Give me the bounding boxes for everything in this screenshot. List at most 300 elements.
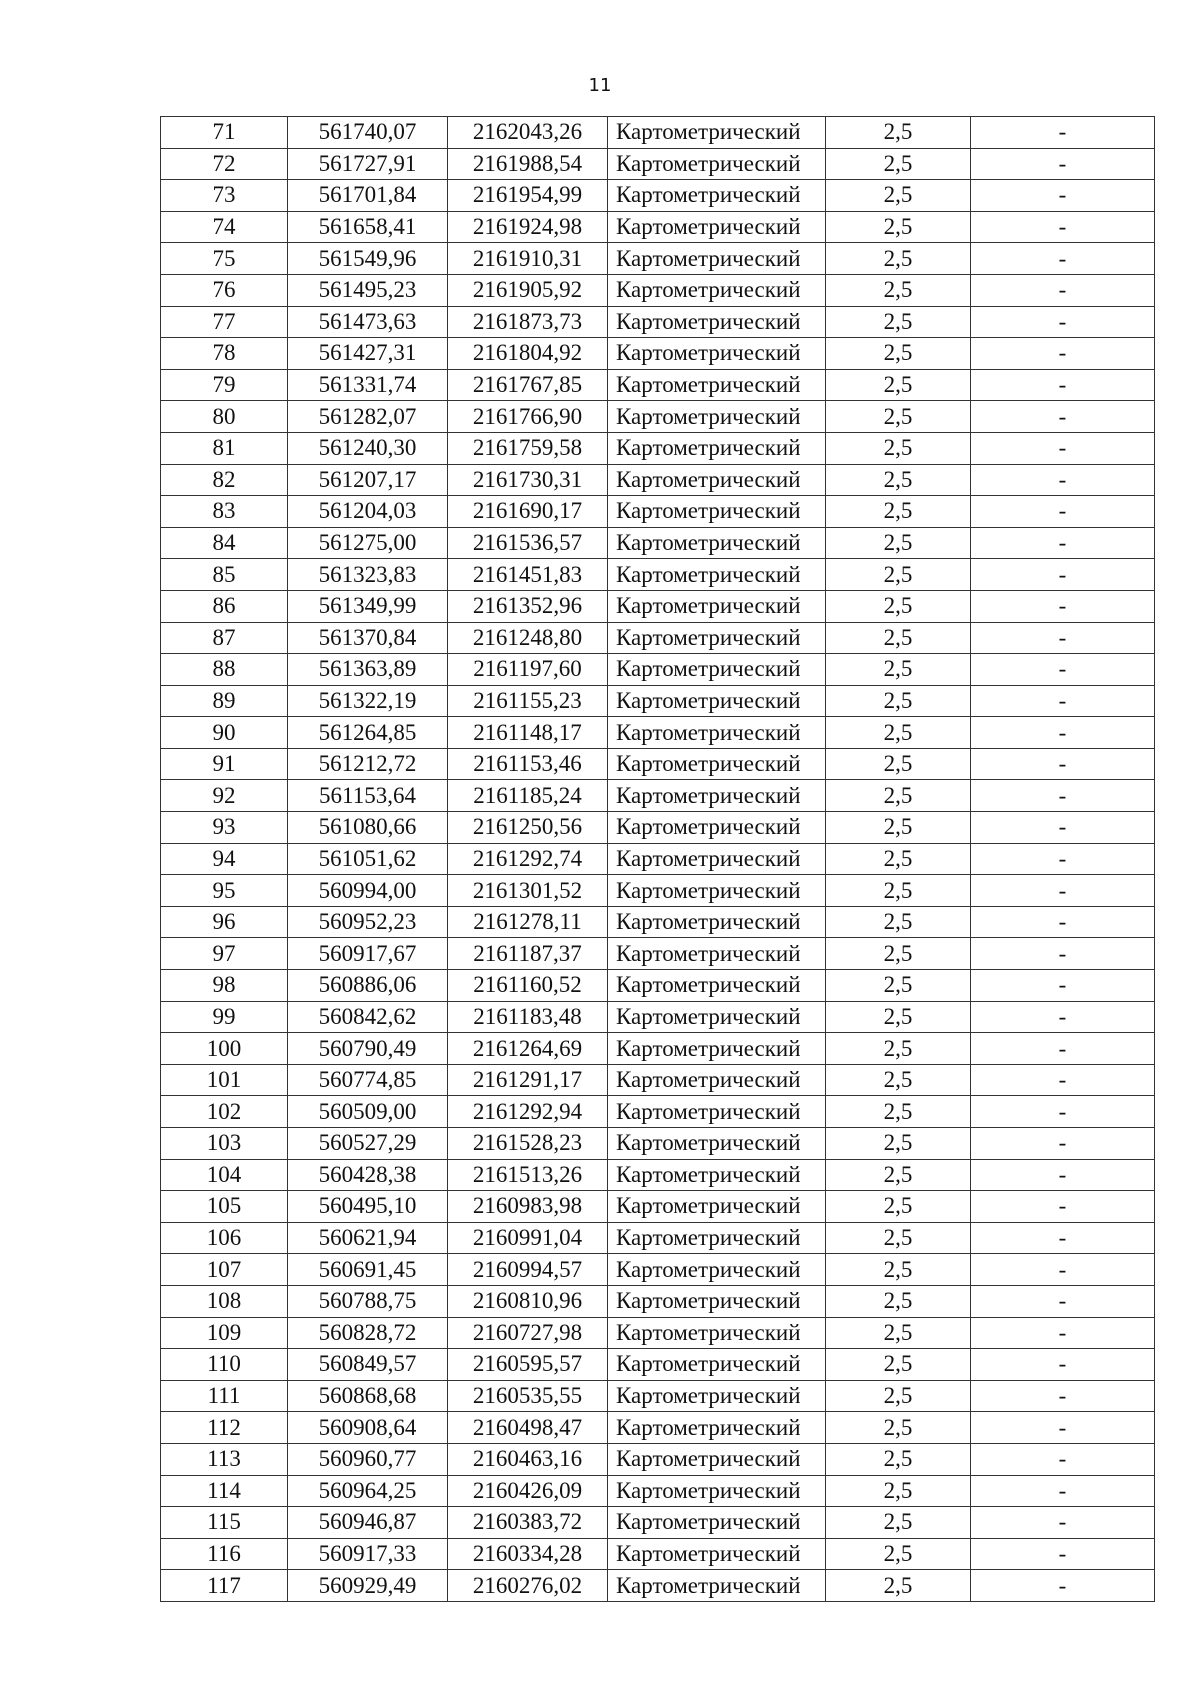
- y-coordinate-cell: 2161690,17: [448, 496, 608, 528]
- x-coordinate-cell: 560868,68: [288, 1380, 448, 1412]
- point-number-cell: 88: [161, 654, 288, 686]
- method-cell: Картометрический: [608, 1538, 826, 1570]
- table-row: [161, 1033, 1155, 1065]
- description-cell: -: [971, 1443, 1155, 1475]
- x-coordinate-cell: 561740,07: [288, 117, 448, 149]
- table-row: [161, 559, 1155, 591]
- y-coordinate-cell: 2161905,92: [448, 274, 608, 306]
- accuracy-cell: 2,5: [826, 1001, 971, 1033]
- point-number-cell: 83: [161, 496, 288, 528]
- description-cell: -: [971, 780, 1155, 812]
- method-cell: Картометрический: [608, 938, 826, 970]
- method-cell: Картометрический: [608, 906, 826, 938]
- accuracy-cell: 2,5: [826, 306, 971, 338]
- point-number-cell: 113: [161, 1443, 288, 1475]
- table-row: [161, 1443, 1155, 1475]
- description-cell: -: [971, 527, 1155, 559]
- method-cell: Картометрический: [608, 1159, 826, 1191]
- description-cell: -: [971, 211, 1155, 243]
- y-coordinate-cell: 2161766,90: [448, 401, 608, 433]
- description-cell: -: [971, 1159, 1155, 1191]
- x-coordinate-cell: 561051,62: [288, 843, 448, 875]
- accuracy-cell: 2,5: [826, 1064, 971, 1096]
- method-cell: Картометрический: [608, 1443, 826, 1475]
- description-cell: -: [971, 1128, 1155, 1160]
- y-coordinate-cell: 2160810,96: [448, 1285, 608, 1317]
- table-row: [161, 590, 1155, 622]
- x-coordinate-cell: 561495,23: [288, 274, 448, 306]
- y-coordinate-cell: 2161873,73: [448, 306, 608, 338]
- point-number-cell: 74: [161, 211, 288, 243]
- point-number-cell: 71: [161, 117, 288, 149]
- description-cell: -: [971, 906, 1155, 938]
- accuracy-cell: 2,5: [826, 970, 971, 1002]
- x-coordinate-cell: 561549,96: [288, 243, 448, 275]
- accuracy-cell: 2,5: [826, 1412, 971, 1444]
- point-number-cell: 76: [161, 274, 288, 306]
- y-coordinate-cell: 2160994,57: [448, 1254, 608, 1286]
- description-cell: -: [971, 274, 1155, 306]
- point-number-cell: 111: [161, 1380, 288, 1412]
- x-coordinate-cell: 560828,72: [288, 1317, 448, 1349]
- method-cell: Картометрический: [608, 1001, 826, 1033]
- y-coordinate-cell: 2160334,28: [448, 1538, 608, 1570]
- accuracy-cell: 2,5: [826, 1443, 971, 1475]
- method-cell: Картометрический: [608, 148, 826, 180]
- description-cell: -: [971, 938, 1155, 970]
- table-row: [161, 1380, 1155, 1412]
- y-coordinate-cell: 2161155,23: [448, 685, 608, 717]
- point-number-cell: 75: [161, 243, 288, 275]
- x-coordinate-cell: 560946,87: [288, 1507, 448, 1539]
- method-cell: Картометрический: [608, 1254, 826, 1286]
- accuracy-cell: 2,5: [826, 243, 971, 275]
- point-number-cell: 73: [161, 180, 288, 212]
- x-coordinate-cell: 560960,77: [288, 1443, 448, 1475]
- method-cell: Картометрический: [608, 496, 826, 528]
- accuracy-cell: 2,5: [826, 622, 971, 654]
- point-number-cell: 89: [161, 685, 288, 717]
- description-cell: -: [971, 1254, 1155, 1286]
- table-row: [161, 527, 1155, 559]
- point-number-cell: 115: [161, 1507, 288, 1539]
- y-coordinate-cell: 2161730,31: [448, 464, 608, 496]
- point-number-cell: 110: [161, 1349, 288, 1381]
- y-coordinate-cell: 2162043,26: [448, 117, 608, 149]
- accuracy-cell: 2,5: [826, 1222, 971, 1254]
- accuracy-cell: 2,5: [826, 369, 971, 401]
- point-number-cell: 84: [161, 527, 288, 559]
- x-coordinate-cell: 560917,33: [288, 1538, 448, 1570]
- table-row: [161, 180, 1155, 212]
- method-cell: Картометрический: [608, 243, 826, 275]
- y-coordinate-cell: 2160595,57: [448, 1349, 608, 1381]
- x-coordinate-cell: 561240,30: [288, 432, 448, 464]
- y-coordinate-cell: 2161451,83: [448, 559, 608, 591]
- table-row: [161, 1096, 1155, 1128]
- accuracy-cell: 2,5: [826, 1285, 971, 1317]
- description-cell: -: [971, 369, 1155, 401]
- table-row: [161, 1317, 1155, 1349]
- point-number-cell: 106: [161, 1222, 288, 1254]
- description-cell: -: [971, 180, 1155, 212]
- table-row: [161, 748, 1155, 780]
- table-row: [161, 622, 1155, 654]
- accuracy-cell: 2,5: [826, 1191, 971, 1223]
- y-coordinate-cell: 2161292,94: [448, 1096, 608, 1128]
- x-coordinate-cell: 560842,62: [288, 1001, 448, 1033]
- table-row: [161, 274, 1155, 306]
- table-row: [161, 496, 1155, 528]
- table-row: [161, 1349, 1155, 1381]
- x-coordinate-cell: 560509,00: [288, 1096, 448, 1128]
- description-cell: -: [971, 717, 1155, 749]
- description-cell: -: [971, 1349, 1155, 1381]
- point-number-cell: 104: [161, 1159, 288, 1191]
- coordinates-table: [160, 116, 1155, 1602]
- table-row: [161, 211, 1155, 243]
- description-cell: -: [971, 1285, 1155, 1317]
- y-coordinate-cell: 2161767,85: [448, 369, 608, 401]
- point-number-cell: 116: [161, 1538, 288, 1570]
- accuracy-cell: 2,5: [826, 338, 971, 370]
- point-number-cell: 105: [161, 1191, 288, 1223]
- accuracy-cell: 2,5: [826, 1570, 971, 1602]
- y-coordinate-cell: 2160426,09: [448, 1475, 608, 1507]
- y-coordinate-cell: 2161250,56: [448, 812, 608, 844]
- accuracy-cell: 2,5: [826, 1254, 971, 1286]
- y-coordinate-cell: 2161292,74: [448, 843, 608, 875]
- table-row: [161, 875, 1155, 907]
- method-cell: Картометрический: [608, 780, 826, 812]
- x-coordinate-cell: 561473,63: [288, 306, 448, 338]
- y-coordinate-cell: 2161910,31: [448, 243, 608, 275]
- y-coordinate-cell: 2161183,48: [448, 1001, 608, 1033]
- point-number-cell: 85: [161, 559, 288, 591]
- description-cell: -: [971, 1570, 1155, 1602]
- point-number-cell: 96: [161, 906, 288, 938]
- method-cell: Картометрический: [608, 464, 826, 496]
- x-coordinate-cell: 560691,45: [288, 1254, 448, 1286]
- point-number-cell: 93: [161, 812, 288, 844]
- accuracy-cell: 2,5: [826, 1380, 971, 1412]
- method-cell: Картометрический: [608, 685, 826, 717]
- y-coordinate-cell: 2161301,52: [448, 875, 608, 907]
- x-coordinate-cell: 560788,75: [288, 1285, 448, 1317]
- accuracy-cell: 2,5: [826, 1475, 971, 1507]
- table-row: [161, 1538, 1155, 1570]
- point-number-cell: 77: [161, 306, 288, 338]
- method-cell: Картометрический: [608, 1317, 826, 1349]
- y-coordinate-cell: 2161185,24: [448, 780, 608, 812]
- table-row: [161, 717, 1155, 749]
- method-cell: Картометрический: [608, 1507, 826, 1539]
- method-cell: Картометрический: [608, 559, 826, 591]
- x-coordinate-cell: 561323,83: [288, 559, 448, 591]
- point-number-cell: 103: [161, 1128, 288, 1160]
- method-cell: Картометрический: [608, 843, 826, 875]
- method-cell: Картометрический: [608, 1096, 826, 1128]
- method-cell: Картометрический: [608, 274, 826, 306]
- method-cell: Картометрический: [608, 1128, 826, 1160]
- method-cell: Картометрический: [608, 306, 826, 338]
- table-row: [161, 1001, 1155, 1033]
- x-coordinate-cell: 561207,17: [288, 464, 448, 496]
- y-coordinate-cell: 2161954,99: [448, 180, 608, 212]
- description-cell: -: [971, 306, 1155, 338]
- x-coordinate-cell: 561658,41: [288, 211, 448, 243]
- description-cell: -: [971, 559, 1155, 591]
- point-number-cell: 79: [161, 369, 288, 401]
- method-cell: Картометрический: [608, 1380, 826, 1412]
- point-number-cell: 78: [161, 338, 288, 370]
- description-cell: -: [971, 1064, 1155, 1096]
- method-cell: Картометрический: [608, 875, 826, 907]
- accuracy-cell: 2,5: [826, 875, 971, 907]
- y-coordinate-cell: 2161148,17: [448, 717, 608, 749]
- accuracy-cell: 2,5: [826, 654, 971, 686]
- x-coordinate-cell: 561275,00: [288, 527, 448, 559]
- accuracy-cell: 2,5: [826, 717, 971, 749]
- accuracy-cell: 2,5: [826, 401, 971, 433]
- y-coordinate-cell: 2161187,37: [448, 938, 608, 970]
- point-number-cell: 95: [161, 875, 288, 907]
- x-coordinate-cell: 561349,99: [288, 590, 448, 622]
- description-cell: -: [971, 1222, 1155, 1254]
- table-row: [161, 970, 1155, 1002]
- x-coordinate-cell: 560621,94: [288, 1222, 448, 1254]
- method-cell: Картометрический: [608, 1570, 826, 1602]
- table-row: [161, 148, 1155, 180]
- accuracy-cell: 2,5: [826, 780, 971, 812]
- y-coordinate-cell: 2161197,60: [448, 654, 608, 686]
- description-cell: -: [971, 401, 1155, 433]
- description-cell: -: [971, 748, 1155, 780]
- accuracy-cell: 2,5: [826, 1128, 971, 1160]
- y-coordinate-cell: 2160498,47: [448, 1412, 608, 1444]
- x-coordinate-cell: 560774,85: [288, 1064, 448, 1096]
- page-number: 11: [588, 75, 612, 96]
- point-number-cell: 97: [161, 938, 288, 970]
- y-coordinate-cell: 2160276,02: [448, 1570, 608, 1602]
- accuracy-cell: 2,5: [826, 812, 971, 844]
- method-cell: Картометрический: [608, 717, 826, 749]
- accuracy-cell: 2,5: [826, 590, 971, 622]
- description-cell: -: [971, 1412, 1155, 1444]
- point-number-cell: 90: [161, 717, 288, 749]
- table-row: [161, 1507, 1155, 1539]
- y-coordinate-cell: 2161924,98: [448, 211, 608, 243]
- table-row: [161, 1222, 1155, 1254]
- y-coordinate-cell: 2161248,80: [448, 622, 608, 654]
- x-coordinate-cell: 560994,00: [288, 875, 448, 907]
- method-cell: Картометрический: [608, 117, 826, 149]
- x-coordinate-cell: 561282,07: [288, 401, 448, 433]
- description-cell: -: [971, 117, 1155, 149]
- table-row: [161, 243, 1155, 275]
- y-coordinate-cell: 2161536,57: [448, 527, 608, 559]
- accuracy-cell: 2,5: [826, 559, 971, 591]
- y-coordinate-cell: 2161160,52: [448, 970, 608, 1002]
- accuracy-cell: 2,5: [826, 938, 971, 970]
- point-number-cell: 72: [161, 148, 288, 180]
- accuracy-cell: 2,5: [826, 1538, 971, 1570]
- y-coordinate-cell: 2160535,55: [448, 1380, 608, 1412]
- table-row: [161, 432, 1155, 464]
- x-coordinate-cell: 560428,38: [288, 1159, 448, 1191]
- point-number-cell: 100: [161, 1033, 288, 1065]
- description-cell: -: [971, 622, 1155, 654]
- description-cell: -: [971, 970, 1155, 1002]
- accuracy-cell: 2,5: [826, 1349, 971, 1381]
- y-coordinate-cell: 2161153,46: [448, 748, 608, 780]
- description-cell: -: [971, 1096, 1155, 1128]
- x-coordinate-cell: 560790,49: [288, 1033, 448, 1065]
- y-coordinate-cell: 2161804,92: [448, 338, 608, 370]
- y-coordinate-cell: 2161291,17: [448, 1064, 608, 1096]
- y-coordinate-cell: 2160463,16: [448, 1443, 608, 1475]
- table-row: [161, 938, 1155, 970]
- table-row: [161, 117, 1155, 149]
- point-number-cell: 114: [161, 1475, 288, 1507]
- x-coordinate-cell: 561153,64: [288, 780, 448, 812]
- table-row: [161, 1254, 1155, 1286]
- point-number-cell: 99: [161, 1001, 288, 1033]
- accuracy-cell: 2,5: [826, 1317, 971, 1349]
- point-number-cell: 81: [161, 432, 288, 464]
- x-coordinate-cell: 561701,84: [288, 180, 448, 212]
- point-number-cell: 87: [161, 622, 288, 654]
- y-coordinate-cell: 2161278,11: [448, 906, 608, 938]
- description-cell: -: [971, 1475, 1155, 1507]
- x-coordinate-cell: 561727,91: [288, 148, 448, 180]
- y-coordinate-cell: 2161513,26: [448, 1159, 608, 1191]
- method-cell: Картометрический: [608, 1191, 826, 1223]
- y-coordinate-cell: 2161988,54: [448, 148, 608, 180]
- table-row: [161, 1412, 1155, 1444]
- description-cell: -: [971, 685, 1155, 717]
- x-coordinate-cell: 561370,84: [288, 622, 448, 654]
- accuracy-cell: 2,5: [826, 685, 971, 717]
- table-row: [161, 906, 1155, 938]
- accuracy-cell: 2,5: [826, 432, 971, 464]
- point-number-cell: 108: [161, 1285, 288, 1317]
- x-coordinate-cell: 560929,49: [288, 1570, 448, 1602]
- method-cell: Картометрический: [608, 970, 826, 1002]
- accuracy-cell: 2,5: [826, 1096, 971, 1128]
- table-row: [161, 1128, 1155, 1160]
- y-coordinate-cell: 2160991,04: [448, 1222, 608, 1254]
- table-row: [161, 1475, 1155, 1507]
- accuracy-cell: 2,5: [826, 117, 971, 149]
- point-number-cell: 94: [161, 843, 288, 875]
- method-cell: Картометрический: [608, 812, 826, 844]
- point-number-cell: 98: [161, 970, 288, 1002]
- table-row: [161, 1570, 1155, 1602]
- description-cell: -: [971, 338, 1155, 370]
- description-cell: -: [971, 590, 1155, 622]
- accuracy-cell: 2,5: [826, 1507, 971, 1539]
- description-cell: -: [971, 496, 1155, 528]
- description-cell: -: [971, 464, 1155, 496]
- point-number-cell: 86: [161, 590, 288, 622]
- coordinates-table-body: [161, 117, 1155, 1602]
- x-coordinate-cell: 560908,64: [288, 1412, 448, 1444]
- point-number-cell: 92: [161, 780, 288, 812]
- table-row: [161, 685, 1155, 717]
- accuracy-cell: 2,5: [826, 496, 971, 528]
- method-cell: Картометрический: [608, 1412, 826, 1444]
- y-coordinate-cell: 2161264,69: [448, 1033, 608, 1065]
- table-row: [161, 1191, 1155, 1223]
- method-cell: Картометрический: [608, 1033, 826, 1065]
- description-cell: -: [971, 148, 1155, 180]
- x-coordinate-cell: 561363,89: [288, 654, 448, 686]
- accuracy-cell: 2,5: [826, 527, 971, 559]
- description-cell: -: [971, 1033, 1155, 1065]
- x-coordinate-cell: 560886,06: [288, 970, 448, 1002]
- table-row: [161, 306, 1155, 338]
- description-cell: -: [971, 432, 1155, 464]
- table-row: [161, 654, 1155, 686]
- table-row: [161, 812, 1155, 844]
- point-number-cell: 102: [161, 1096, 288, 1128]
- table-row: [161, 1285, 1155, 1317]
- y-coordinate-cell: 2161759,58: [448, 432, 608, 464]
- x-coordinate-cell: 561080,66: [288, 812, 448, 844]
- method-cell: Картометрический: [608, 1064, 826, 1096]
- x-coordinate-cell: 561331,74: [288, 369, 448, 401]
- method-cell: Картометрический: [608, 432, 826, 464]
- y-coordinate-cell: 2160383,72: [448, 1507, 608, 1539]
- x-coordinate-cell: 560495,10: [288, 1191, 448, 1223]
- description-cell: -: [971, 1191, 1155, 1223]
- method-cell: Картометрический: [608, 1285, 826, 1317]
- x-coordinate-cell: 561264,85: [288, 717, 448, 749]
- x-coordinate-cell: 560527,29: [288, 1128, 448, 1160]
- accuracy-cell: 2,5: [826, 843, 971, 875]
- description-cell: -: [971, 1538, 1155, 1570]
- y-coordinate-cell: 2161528,23: [448, 1128, 608, 1160]
- description-cell: -: [971, 843, 1155, 875]
- point-number-cell: 112: [161, 1412, 288, 1444]
- x-coordinate-cell: 561204,03: [288, 496, 448, 528]
- description-cell: -: [971, 812, 1155, 844]
- x-coordinate-cell: 560952,23: [288, 906, 448, 938]
- x-coordinate-cell: 561212,72: [288, 748, 448, 780]
- method-cell: Картометрический: [608, 369, 826, 401]
- accuracy-cell: 2,5: [826, 148, 971, 180]
- point-number-cell: 107: [161, 1254, 288, 1286]
- description-cell: -: [971, 1001, 1155, 1033]
- accuracy-cell: 2,5: [826, 1159, 971, 1191]
- method-cell: Картометрический: [608, 180, 826, 212]
- description-cell: -: [971, 1507, 1155, 1539]
- point-number-cell: 91: [161, 748, 288, 780]
- table-row: [161, 369, 1155, 401]
- table-row: [161, 464, 1155, 496]
- method-cell: Картометрический: [608, 654, 826, 686]
- accuracy-cell: 2,5: [826, 464, 971, 496]
- table-row: [161, 1159, 1155, 1191]
- description-cell: -: [971, 1317, 1155, 1349]
- accuracy-cell: 2,5: [826, 180, 971, 212]
- description-cell: -: [971, 875, 1155, 907]
- table-row: [161, 843, 1155, 875]
- point-number-cell: 82: [161, 464, 288, 496]
- x-coordinate-cell: 561322,19: [288, 685, 448, 717]
- y-coordinate-cell: 2160727,98: [448, 1317, 608, 1349]
